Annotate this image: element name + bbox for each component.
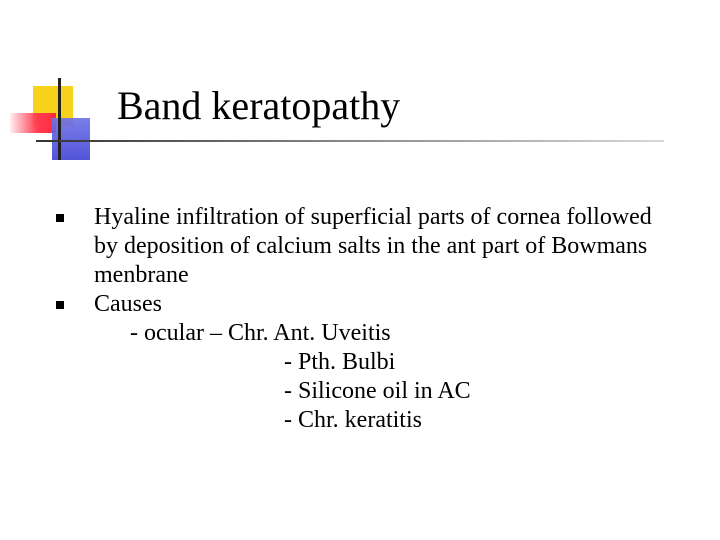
bullet-item xyxy=(54,203,684,290)
bullet-text: Hyaline infiltration of superficial parts of cornea followed by deposition of calcium salts in the ant part of Bowmans menbrane xyxy=(94,204,652,288)
bullet-text: Causes xyxy=(94,291,162,317)
causes-ocular-line: - ocular – Chr. Ant. Uveitis xyxy=(130,320,391,346)
cause-item: - Silicone oil in AC xyxy=(284,378,471,404)
decorative-red-bar xyxy=(10,113,56,133)
square-bullet-icon xyxy=(54,203,94,232)
square-bullet-icon xyxy=(54,290,94,319)
slide-title: Band keratopathy xyxy=(117,83,401,128)
cause-item: - Pth. Bulbi xyxy=(284,349,396,375)
decorative-vertical-line xyxy=(58,78,61,160)
title-underline xyxy=(36,140,664,142)
slide-body xyxy=(54,203,684,435)
bullet-item xyxy=(54,290,684,319)
cause-item: - Chr. keratitis xyxy=(284,407,422,433)
